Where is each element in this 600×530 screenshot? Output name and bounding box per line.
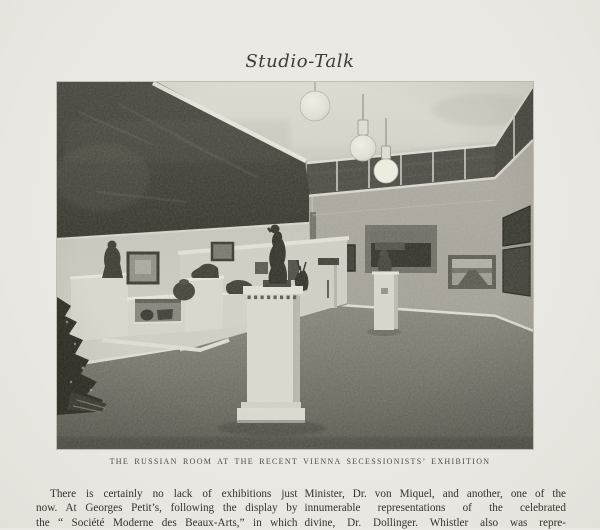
text-column-left bbox=[36, 487, 298, 530]
body-text bbox=[36, 487, 566, 530]
photo-caption: THE RUSSIAN ROOM AT THE RECENT VIENNA SECESSIONISTS’ EXHIBITION bbox=[109, 457, 491, 466]
exhibition-photograph bbox=[57, 82, 533, 449]
text-line: now. At Georges Petit’s, following the display by bbox=[36, 502, 298, 515]
text-column-right bbox=[305, 487, 567, 530]
text-line: the “ Société Moderne des Beaux-Arts,” in which bbox=[36, 516, 298, 529]
text-line: Minister, Dr. von Miquel, and another, one of the bbox=[304, 488, 566, 500]
text-line: innumerable representations of the celebrated bbox=[304, 502, 566, 515]
text-line: There is certainly no lack of exhibitions just bbox=[50, 488, 298, 500]
page-title: Studio-Talk bbox=[245, 51, 355, 72]
text-line: divine, Dr. Dollinger. Whistler also was repre- bbox=[304, 516, 566, 529]
grain-overlay-2 bbox=[57, 82, 533, 449]
